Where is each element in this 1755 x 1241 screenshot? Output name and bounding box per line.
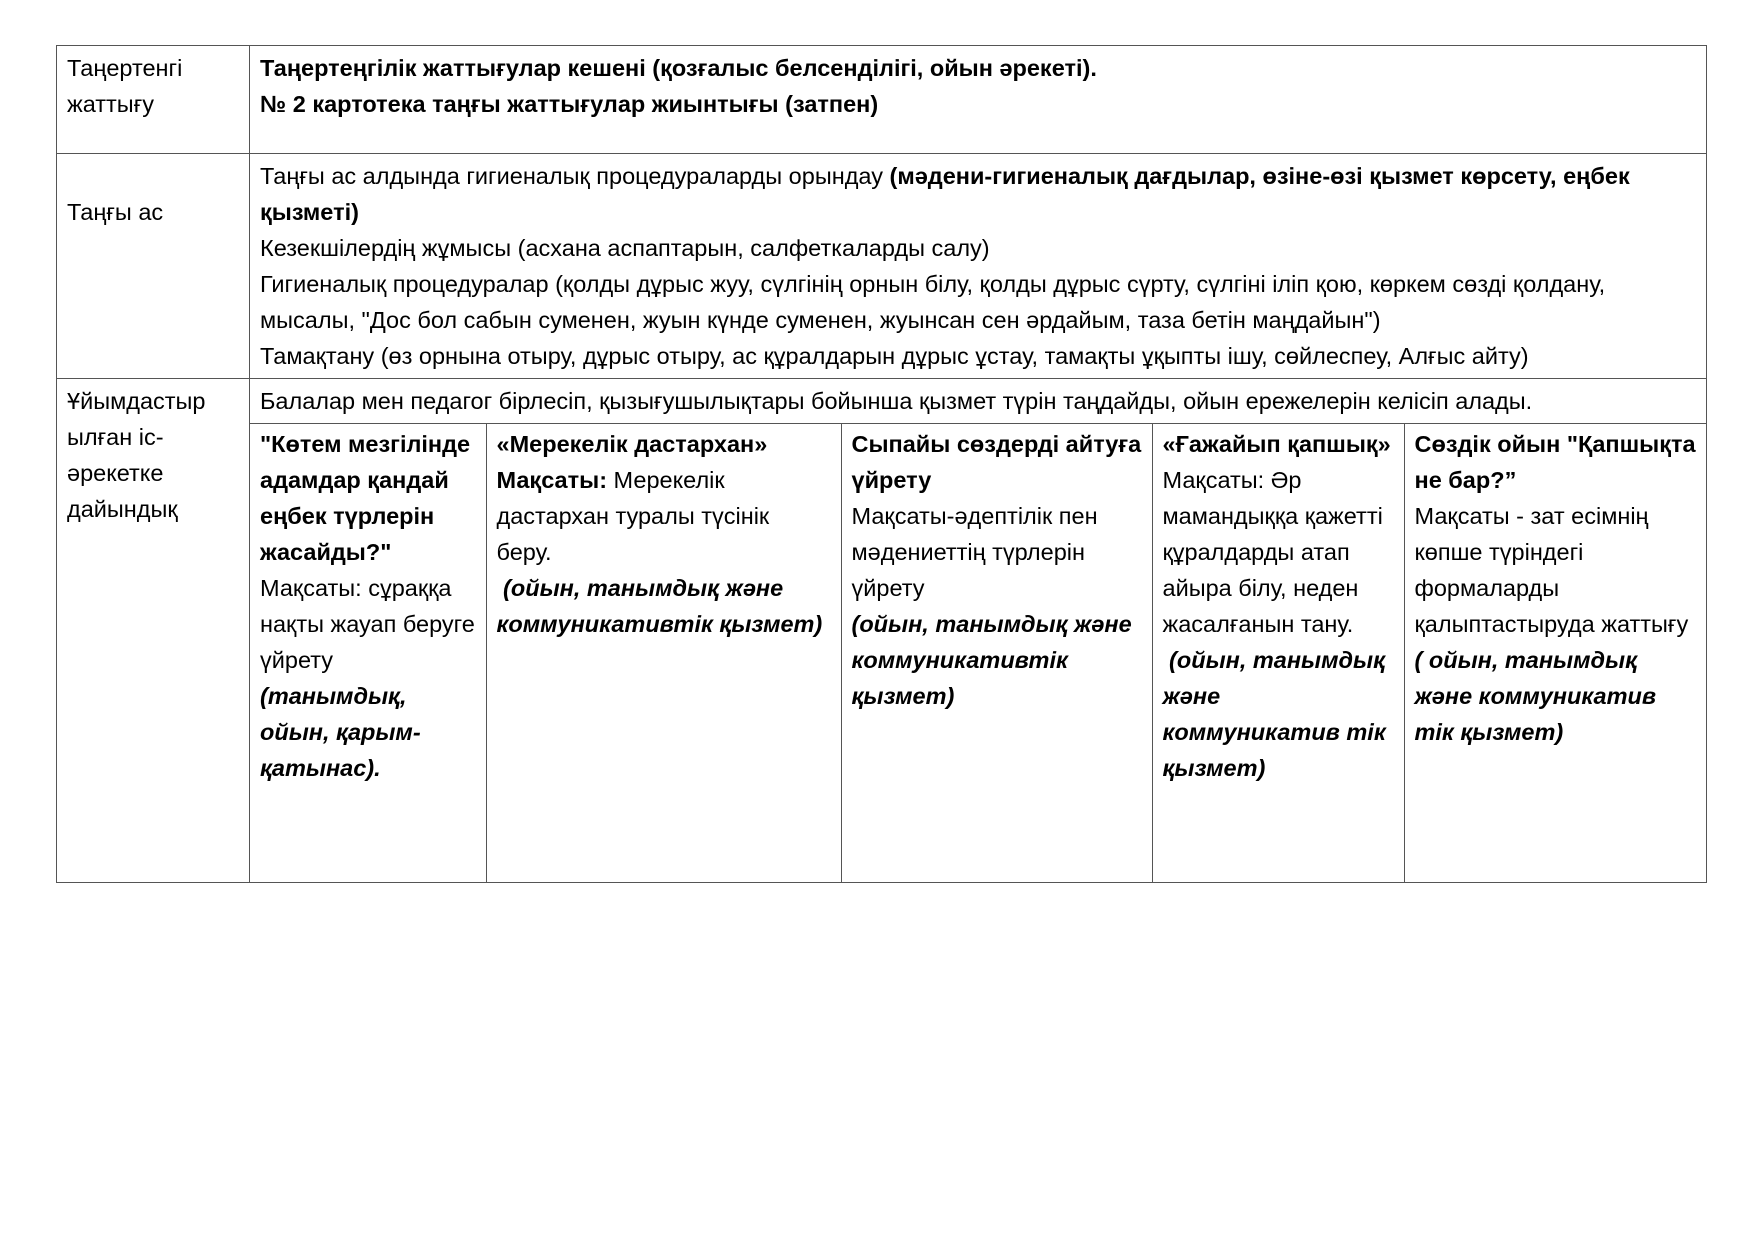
activity-cell bbox=[250, 424, 486, 883]
activity-goal: Мақсаты: Әр мамандыққа қажетті құралдарды атап айыра білу, неден жасалғанын тану. bbox=[1162, 467, 1383, 637]
activity-cell bbox=[841, 424, 1152, 883]
activity-title: Сыпайы сөздерді айтуға үйрету bbox=[851, 431, 1142, 493]
table-row bbox=[57, 46, 1707, 154]
activity-intro-text: Балалар мен педагог бірлесіп, қызығушылықтары бойынша қызмет түрін таңдайды, ойын ережелерін келісіп алады. bbox=[260, 388, 1533, 414]
duty-work-paragraph: Кезекшілердің жұмысы (асхана аспаптарын, салфеткаларды салу) bbox=[260, 235, 990, 261]
exercise-complex-text: Таңертеңгілік жаттығулар кешені (қозғалыс белсенділігі, ойын әрекеті). bbox=[260, 55, 1097, 81]
activity-cell bbox=[1152, 424, 1404, 883]
activity-title: «Мерекелік дастархан» bbox=[496, 431, 768, 457]
row-label-organized-activity: Ұйымдастыр ылған іс-әрекетке дайындық bbox=[57, 379, 250, 883]
row-content-organized-activity bbox=[250, 379, 1707, 883]
activity-goal: Мақсаты-әдептілік пен мәдениеттің түрлерін үйрету bbox=[851, 503, 1098, 601]
breakfast-hygiene-paragraph bbox=[260, 158, 1696, 230]
activity-cell bbox=[486, 424, 841, 883]
activity-goal-label: Мақсаты: bbox=[496, 467, 608, 493]
activity-type: (ойын, танымдық және коммуникатив тік қызмет) bbox=[1162, 647, 1393, 781]
row-label-morning-exercise: Таңертенгі жаттығу bbox=[57, 46, 250, 154]
table-row bbox=[57, 379, 1707, 883]
activity-type: ( ойын, танымдық және коммуникатив тік қызмет) bbox=[1414, 647, 1663, 745]
row-content-morning-exercise bbox=[250, 46, 1707, 154]
activity-title: Сөздік ойын "Қапшықта не бар?” bbox=[1414, 431, 1696, 493]
eating-paragraph: Тамақтану (өз орнына отыру, дұрыс отыру, ас құралдарын дұрыс ұстау, тамақты ұқыпты ішу, сөйлеспеу, Алғыс айту) bbox=[260, 343, 1529, 369]
activity-title: «Ғажайып қапшық» bbox=[1162, 431, 1391, 457]
activity-title: "Көтем мезгілінде адамдар қандай еңбек түрлерін жасайды?" bbox=[260, 431, 471, 565]
document-page bbox=[56, 45, 1706, 883]
schedule-table bbox=[56, 45, 1707, 883]
exercise-card-text: № 2 картотека таңғы жаттығулар жиынтығы (затпен) bbox=[260, 91, 879, 117]
activity-type: (ойын, танымдық және коммуникативтік қызмет) bbox=[496, 575, 823, 637]
activity-goal-paragraph bbox=[497, 462, 831, 570]
activity-goal: Мерекелік дастархан туралы түсінік беру. bbox=[496, 467, 770, 565]
breakfast-hygiene-skills: (мәдени-гигиеналық дағдылар, өзіне-өзі қызмет көрсету, еңбек қызметі) bbox=[260, 163, 1630, 225]
hygiene-procedures-paragraph: Гигиеналық процедуралар (қолды дұрыс жуу, сүлгінің орнын білу, қолды дұрыс сүрту, сүлгіні іліп қою, көркем сөзді қолдану, мысалы, "Дос бол сабын суменен, жуын күнде суменен, жуынсан сен әрдайым, таза бетін маңдайын") bbox=[260, 271, 1606, 333]
row-content-breakfast bbox=[250, 154, 1707, 379]
activity-goal: Мақсаты - зат есімнің көпше түріндегі формаларды қалыптастыруда жаттығу bbox=[1414, 503, 1689, 637]
table-row bbox=[57, 154, 1707, 379]
activity-goal: Мақсаты: сұраққа нақты жауап беруге үйрету bbox=[260, 575, 475, 673]
breakfast-hygiene-text: Таңғы ас алдында гигиеналық процедураларды орындау bbox=[260, 163, 890, 189]
activity-type: (танымдық, ойын, қарым-қатынас). bbox=[260, 683, 421, 781]
activities-row bbox=[250, 424, 1707, 883]
activity-type: (ойын, танымдық және коммуникативтік қызмет) bbox=[851, 611, 1132, 709]
row-label-breakfast: Таңғы ас bbox=[57, 154, 250, 379]
activities-subtable bbox=[250, 423, 1707, 882]
activity-cell bbox=[1404, 424, 1707, 883]
